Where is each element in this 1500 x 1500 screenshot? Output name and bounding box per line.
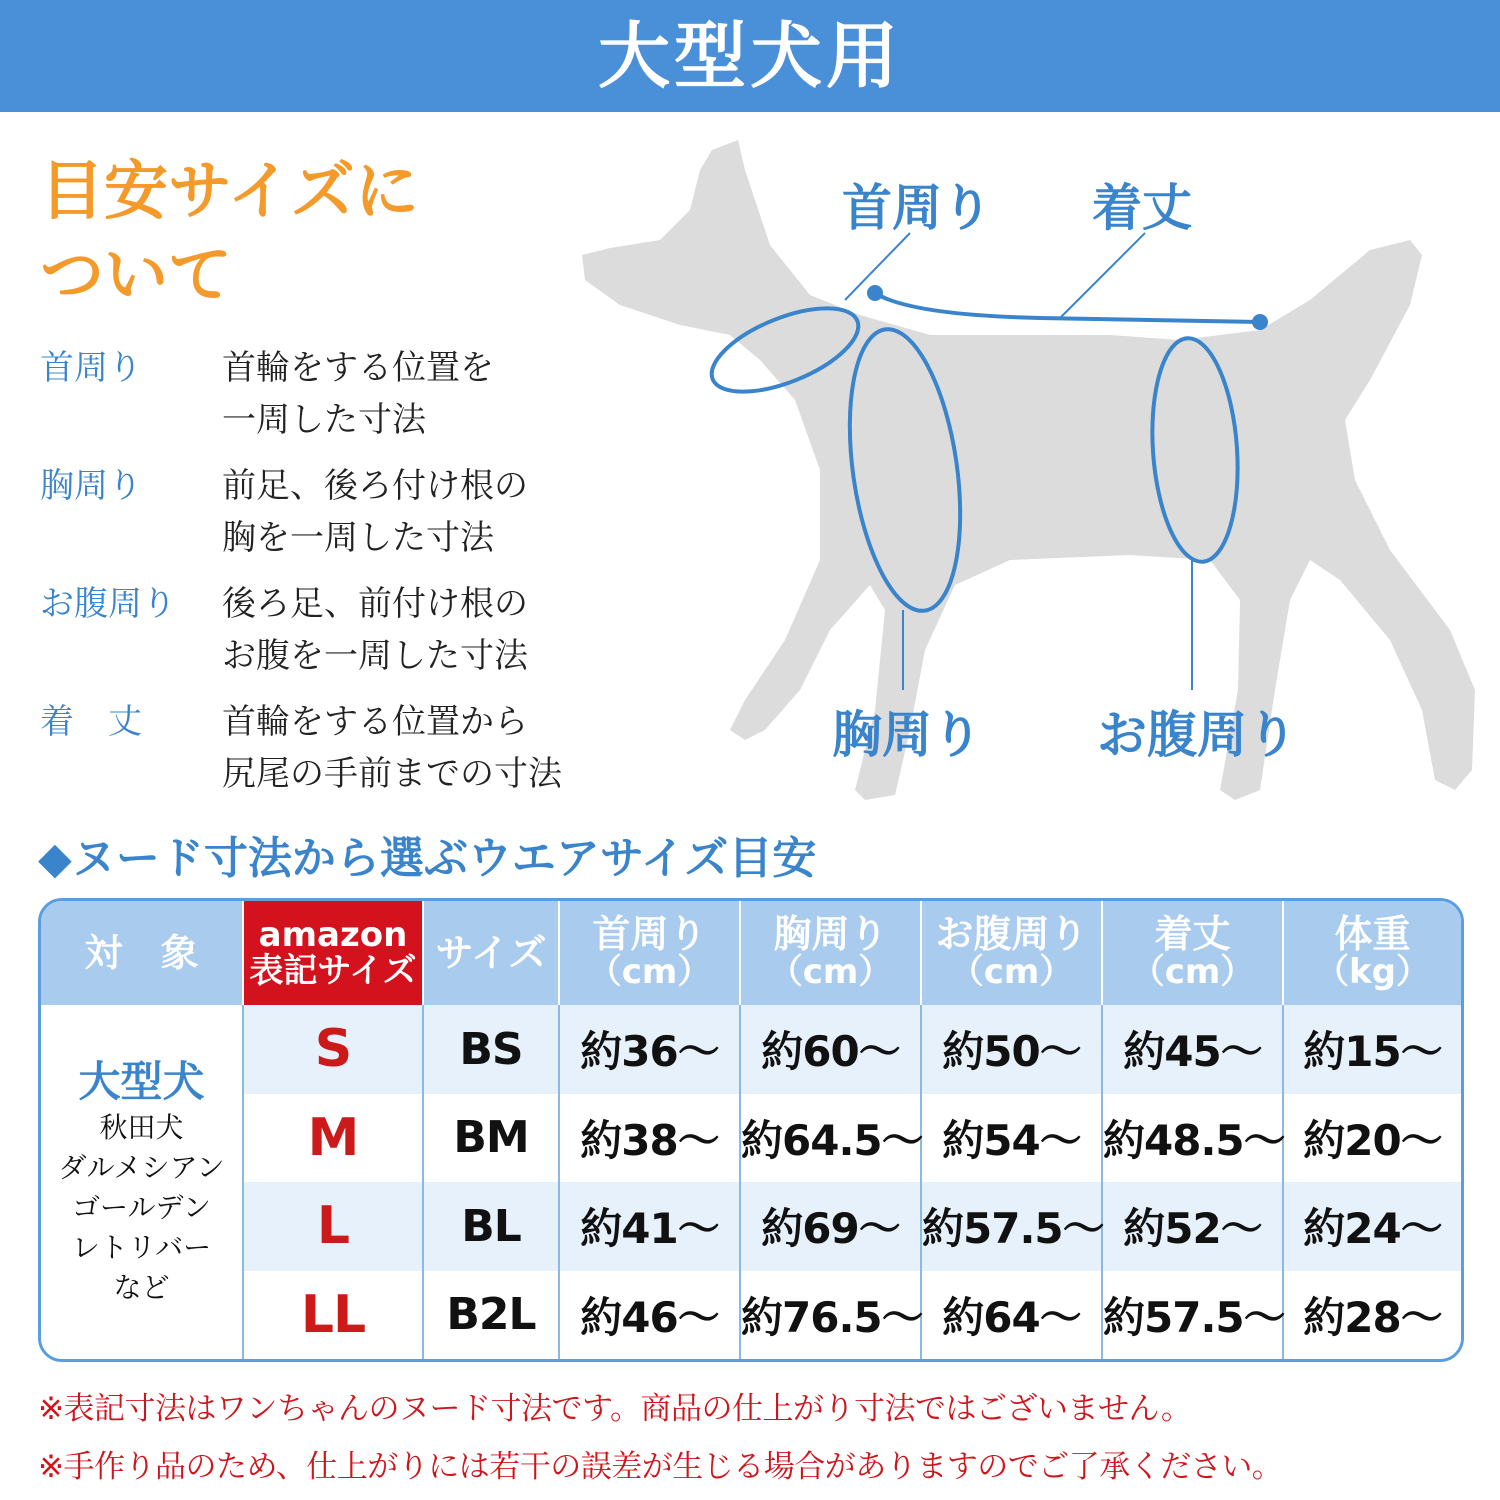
dog-measurement-diagram xyxy=(570,130,1500,820)
size-cell: B2L xyxy=(423,1271,559,1360)
header-belly-label: お腹周り xyxy=(935,912,1088,956)
definition-desc-line: 後ろ足、前付け根の xyxy=(222,584,528,624)
footnote: ※手作り品のため、仕上がりには若干の誤差が生じる場合がありますのでご了承ください。 xyxy=(38,1449,1283,1485)
header-length-label: 着丈 xyxy=(1154,912,1231,956)
size-table xyxy=(38,898,1464,1362)
weight-cell: 約28〜 xyxy=(1283,1271,1461,1360)
definition-desc-line: 尻尾の手前までの寸法 xyxy=(222,754,562,794)
header-chest-label: 胸周り xyxy=(773,912,888,956)
definition-term: 胸周り xyxy=(40,466,142,506)
target-breed: ダルメシアン xyxy=(58,1151,225,1184)
size-table-title: ◆ヌード寸法から選ぶウエアサイズ目安 xyxy=(38,833,817,884)
neck-cell: 約38〜 xyxy=(559,1094,740,1183)
header-target: 対 象 xyxy=(41,901,243,1005)
definition-term: 着 丈 xyxy=(40,702,142,742)
length-start-dot xyxy=(867,285,883,301)
target-breed: 秋田犬 xyxy=(99,1111,184,1144)
amazon-size-cell: L xyxy=(243,1182,423,1271)
measurement-definitions xyxy=(40,342,660,814)
page-banner: 大型犬用 xyxy=(0,0,1500,112)
target-breed: など xyxy=(113,1271,170,1304)
definition-length xyxy=(40,696,660,800)
header-weight xyxy=(1283,901,1461,1005)
belly-cell: 約54〜 xyxy=(921,1094,1102,1183)
size-guide-title xyxy=(40,150,600,318)
target-breed: レトリバー xyxy=(71,1231,212,1264)
header-belly-unit: （cm） xyxy=(949,952,1074,992)
length-end-dot xyxy=(1252,314,1268,330)
header-length xyxy=(1102,901,1283,1005)
definition-desc xyxy=(222,460,528,564)
table-row xyxy=(41,1271,1461,1360)
definition-desc xyxy=(222,696,562,800)
length-cell: 約48.5〜 xyxy=(1102,1094,1283,1183)
definition-desc-line: 首輪をする位置を xyxy=(222,348,494,388)
target-cell xyxy=(41,1005,243,1359)
table-row xyxy=(41,1182,1461,1271)
size-cell: BS xyxy=(423,1005,559,1094)
size-cell: BL xyxy=(423,1182,559,1271)
definition-term: お腹周り xyxy=(40,584,176,624)
amazon-size-cell: M xyxy=(243,1094,423,1183)
definition-neck xyxy=(40,342,660,446)
neck-cell: 約41〜 xyxy=(559,1182,740,1271)
length-cell: 約57.5〜 xyxy=(1102,1271,1283,1360)
header-weight-unit: （kg） xyxy=(1315,952,1430,992)
definition-desc xyxy=(222,342,494,446)
weight-cell: 約15〜 xyxy=(1283,1005,1461,1094)
header-belly xyxy=(921,901,1102,1005)
length-line-shape xyxy=(875,293,1260,322)
belly-cell: 約57.5〜 xyxy=(921,1182,1102,1271)
chest-cell: 約64.5〜 xyxy=(740,1094,921,1183)
header-length-unit: （cm） xyxy=(1130,952,1255,992)
size-guide-title-line1: 目安サイズに xyxy=(40,155,419,229)
table-header-row xyxy=(41,901,1461,1005)
footnotes xyxy=(38,1380,1478,1496)
header-neck-label: 首周り xyxy=(592,912,707,956)
diagram-label-chest: 胸周り xyxy=(832,706,982,764)
header-chest xyxy=(740,901,921,1005)
definition-desc-line: 一周した寸法 xyxy=(222,400,426,440)
definition-desc-line: お腹を一周した寸法 xyxy=(222,636,528,676)
weight-cell: 約20〜 xyxy=(1283,1094,1461,1183)
length-leader-line xyxy=(1060,233,1145,318)
size-cell: BM xyxy=(423,1094,559,1183)
diagram-label-neck: 首周り xyxy=(842,179,992,237)
target-breed: ゴールデン xyxy=(72,1191,211,1224)
neck-cell: 約46〜 xyxy=(559,1271,740,1360)
length-cell: 約52〜 xyxy=(1102,1182,1283,1271)
chest-cell: 約60〜 xyxy=(740,1005,921,1094)
chest-cell: 約69〜 xyxy=(740,1182,921,1271)
header-amazon-line1: amazon xyxy=(258,915,408,955)
belly-cell: 約64〜 xyxy=(921,1271,1102,1360)
footnote: ※表記寸法はワンちゃんのヌード寸法です。商品の仕上がり寸法ではございません。 xyxy=(38,1391,1192,1427)
neck-cell: 約36〜 xyxy=(559,1005,740,1094)
dog-silhouette-icon xyxy=(570,130,1500,820)
definition-desc-line: 首輪をする位置から xyxy=(222,702,528,742)
definition-chest xyxy=(40,460,660,564)
belly-cell: 約50〜 xyxy=(921,1005,1102,1094)
header-amazon-size xyxy=(243,901,423,1005)
definition-belly xyxy=(40,578,660,682)
definition-desc-line: 前足、後ろ付け根の xyxy=(222,466,528,506)
size-guide-title-line2: ついて xyxy=(40,239,232,313)
header-neck-unit: （cm） xyxy=(587,952,712,992)
amazon-size-cell: S xyxy=(243,1005,423,1094)
definition-desc xyxy=(222,578,528,682)
amazon-size-cell: LL xyxy=(243,1271,423,1360)
diagram-label-length: 着丈 xyxy=(1092,179,1192,237)
definition-desc-line: 胸を一周した寸法 xyxy=(222,518,494,558)
header-chest-unit: （cm） xyxy=(768,952,893,992)
header-weight-label: 体重 xyxy=(1334,912,1411,956)
header-neck xyxy=(559,901,740,1005)
header-amazon-line2: 表記サイズ xyxy=(249,951,417,991)
target-main-label: 大型犬 xyxy=(78,1057,205,1106)
length-cell: 約45〜 xyxy=(1102,1005,1283,1094)
dog-body-shape xyxy=(582,140,1475,800)
table-row xyxy=(41,1094,1461,1183)
diagram-label-belly: お腹周り xyxy=(1097,706,1297,764)
weight-cell: 約24〜 xyxy=(1283,1182,1461,1271)
chest-cell: 約76.5〜 xyxy=(740,1271,921,1360)
table-row xyxy=(41,1005,1461,1094)
header-size: サイズ xyxy=(423,901,559,1005)
definition-term: 首周り xyxy=(40,348,142,388)
